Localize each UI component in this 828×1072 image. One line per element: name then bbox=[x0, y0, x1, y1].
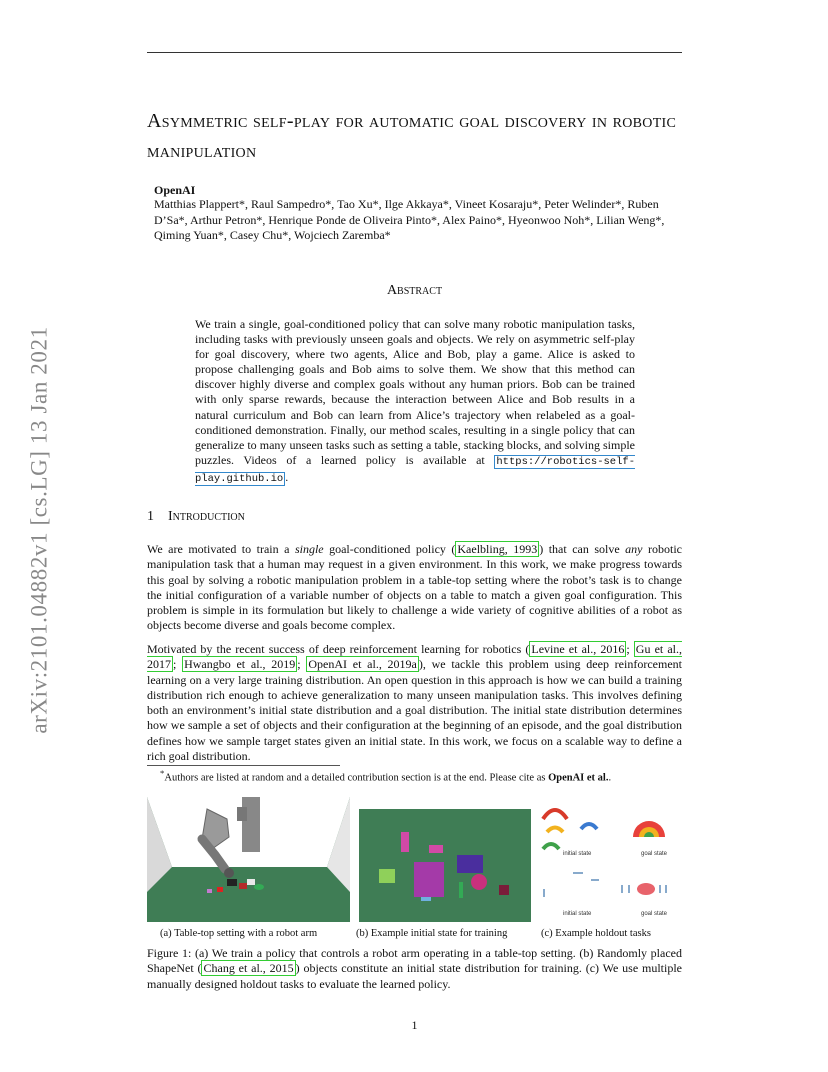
page-number: 1 bbox=[411, 1018, 418, 1032]
abstract-body: We train a single, goal-conditioned policy that can solve many robotic manipulation tasks, including tasks with previously unseen goals and objects. We rely on asymmetric self-play for goal discovery, where two agents, Alice and Bob, play a game. Alice is asked to propose challenging goals and Bob aims to solve them. We show that this method can discover highly diverse and complex goals without any human priors. Bob can be trained with only sparse rewards, because the interaction between Alice and Bob results in a natural curriculum and Bob can learn from Alice’s trajectory when relabeled as a goal-conditioned demonstration. Finally, our method scales, resulting in a single policy that can generalize to many unseen tasks such as setting a table, stacking blocks, and solving simple puzzles. Videos of a learned policy is available at bbox=[195, 317, 635, 467]
footnote bbox=[160, 768, 611, 784]
p1-text-c: ) that can solve bbox=[539, 542, 626, 556]
figure-caption bbox=[147, 946, 682, 992]
p2-text-b: ), we tackle this problem using deep reinforcement learning on a very large training distribution. An open question in this approach is how we can build a training distribution rich enough to achieve generalization to many unseen manipulation tasks. This involves defining both an environment’s initial state distribution and a goal distribution. The initial state distribution determines how we sample a set of objects and their configuration at the beginning of an episode, and the goal distribution defines how we sample target states given an initial state. In this work, we focus on a scalable way to define a rich goal distribution. bbox=[147, 657, 682, 764]
robot-arm-scene bbox=[147, 797, 350, 922]
figure-panel-a bbox=[147, 797, 350, 922]
p1-text-d: robotic manipulation task that a human may request in a given environment. In this work, we make progress towards this goal by solving a robotic manipulation problem in a table-top setting where the robot’s task is to change the initial configuration of a variable number of objects on a table to match a given goal configuration. This problem is simple in its formulation but likely to challenge a wide variety of cognitive abilities of a robot as objects become diverse and goals become complex. bbox=[147, 542, 682, 633]
section-number: 1 bbox=[147, 509, 154, 524]
panel-c-label: goal state bbox=[641, 851, 668, 857]
abstract-end: . bbox=[285, 469, 289, 484]
panel-c-label: initial state bbox=[563, 911, 592, 917]
holdout-tasks-scene bbox=[533, 797, 683, 922]
p2-sep: ; bbox=[626, 642, 634, 656]
abstract-text bbox=[195, 317, 635, 487]
arxiv-id: arXiv:2101.04882v1 [cs.LG] 13 Jan 2021 bbox=[27, 326, 53, 734]
p1-text-a: We are motivated to train a bbox=[147, 542, 295, 556]
footnote-rule bbox=[147, 765, 340, 766]
panel-c-label: goal state bbox=[641, 911, 668, 917]
p1-emphasis-single: single bbox=[294, 542, 324, 556]
p2-sep: ; bbox=[173, 657, 183, 672]
abstract-heading: Abstract bbox=[386, 283, 443, 298]
intro-paragraph-1 bbox=[147, 542, 682, 634]
shapenet-objects-scene bbox=[359, 797, 531, 922]
p1-text-b: goal-conditioned policy ( bbox=[323, 542, 456, 556]
footnote-mark: * bbox=[160, 768, 165, 778]
subcaption-a: (a) Table-top setting with a robot arm bbox=[160, 928, 318, 939]
footnote-citation: OpenAI et al. bbox=[548, 772, 609, 784]
citation-link[interactable]: Levine et al., 2016 bbox=[531, 642, 625, 656]
organization: OpenAI bbox=[154, 183, 196, 197]
citation-link[interactable]: Chang et al., 2015 bbox=[203, 961, 294, 976]
figure-caption-b: ) objects constitute an initial state distribution for training. (c) We use multiple manually designed holdout tasks to evaluate the learned policy. bbox=[147, 961, 682, 991]
footnote-text: Authors are listed at random and a detailed contribution section is at the end. Please cite as bbox=[164, 772, 549, 784]
p2-sep: ; bbox=[297, 657, 307, 672]
project-url-link[interactable]: https://robotics-self-play.github.io bbox=[195, 455, 635, 485]
section-heading bbox=[147, 509, 245, 525]
author-list: Matthias Plappert*, Raul Sampedro*, Tao Xu*, Ilge Akkaya*, Vineet Kosaraju*, Peter Welinder*, Ruben D’Sa*, Arthur Petron*, Henrique Ponde de Oliveira Pinto*, Alex Paino*, Hyeonwoo Noh*, Lilian Weng*, Qiming Yuan*, Casey Chu*, Wojciech Zaremba* bbox=[154, 197, 665, 242]
top-rule bbox=[147, 52, 682, 53]
citation-link[interactable]: OpenAI et al., 2019a bbox=[308, 657, 417, 672]
paper-title: Asymmetric self-play for automatic goal discovery in robotic manipulation bbox=[147, 110, 677, 162]
figure-caption-a: Figure 1: (a) We train a policy that controls a robot arm operating in a table-top setting. (b) Randomly placed ShapeNet ( bbox=[147, 946, 682, 976]
subcaption-b: (b) Example initial state for training bbox=[356, 928, 508, 939]
figure-panel-b bbox=[359, 797, 531, 922]
panel-c-label: initial state bbox=[563, 851, 592, 857]
p2-text-a: Motivated by the recent success of deep reinforcement learning for robotics ( bbox=[147, 642, 530, 656]
intro-paragraph-2 bbox=[147, 642, 682, 764]
p1-emphasis-any: any bbox=[625, 542, 643, 556]
arxiv-stamp bbox=[20, 295, 60, 765]
figure-panel-c bbox=[533, 797, 683, 922]
citation-link[interactable]: Kaelbling, 1993 bbox=[457, 542, 538, 556]
section-title: Introduction bbox=[168, 509, 245, 524]
footnote-end: . bbox=[608, 772, 612, 784]
citation-link[interactable]: Hwangbo et al., 2019 bbox=[184, 657, 296, 672]
citation-link[interactable]: Gu et al., 2017 bbox=[147, 642, 682, 672]
subcaption-c: (c) Example holdout tasks bbox=[541, 928, 651, 939]
